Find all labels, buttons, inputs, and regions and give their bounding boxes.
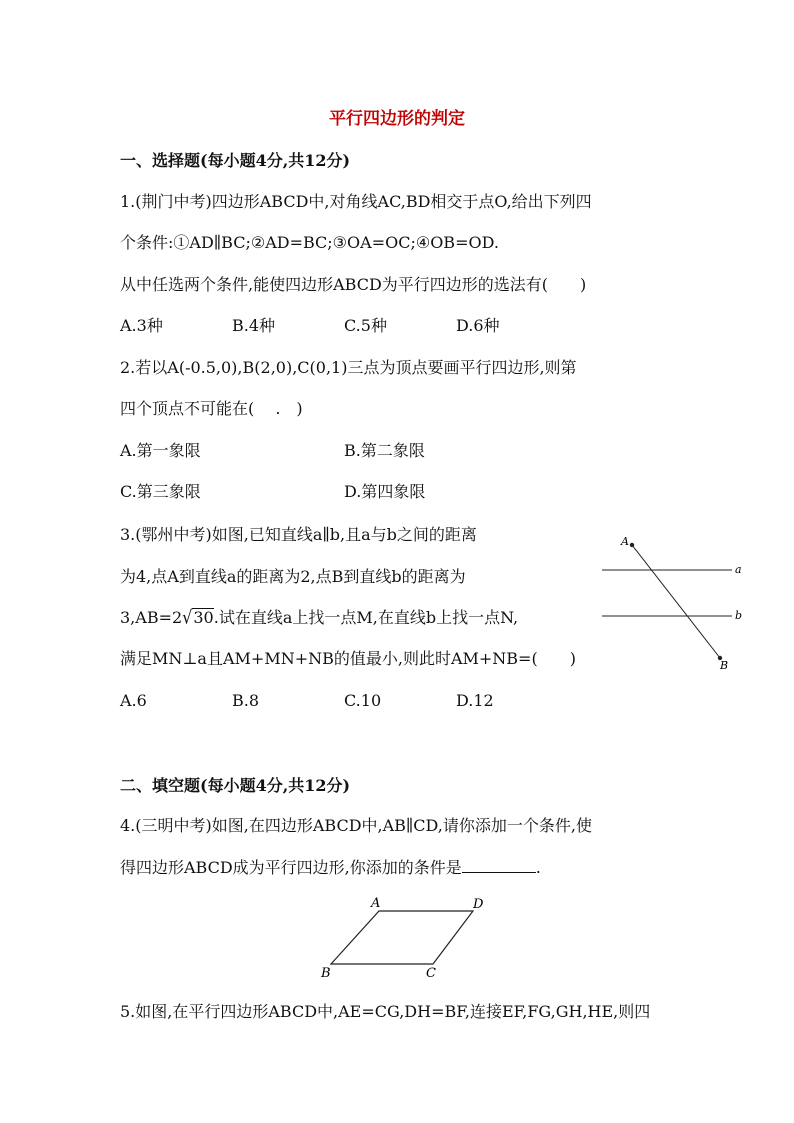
question-1-line-3: 从中任选两个条件,能使四边形ABCD为平行四边形的选法有( ) <box>120 275 587 294</box>
question-2-line-1: 2.若以A(-0.5,0),B(2,0),C(0,1)三点为顶点要画平行四边形,则第 <box>120 358 577 377</box>
line-a-label: a <box>735 563 742 576</box>
question-3-line-1: 3.(鄂州中考)如图,已知直线a∥b,且a与b之间的距离 <box>120 525 477 544</box>
question-1-option-b: B.4种 <box>232 316 276 335</box>
question-1-option-d: D.6种 <box>456 316 500 335</box>
figure-quadrilateral <box>315 890 500 982</box>
question-1-line-1: 1.(荆门中考)四边形ABCD中,对角线AC,BD相交于点O,给出下列四 <box>120 192 592 211</box>
page-title: 平行四边形的判定 <box>329 109 465 129</box>
question-3-line-3-suffix: .试在直线a上找一点M,在直线b上找一点N, <box>213 608 519 627</box>
section-heading-choice: 一、选择题(每小题4分,共12分) <box>120 151 351 170</box>
segment-ab <box>632 545 720 658</box>
question-2-option-b: B.第二象限 <box>344 441 425 460</box>
question-2-option-c: C.第三象限 <box>120 482 201 501</box>
question-2-option-d: D.第四象限 <box>344 482 426 501</box>
question-4-line-1: 4.(三明中考)如图,在四边形ABCD中,AB∥CD,请你添加一个条件,使 <box>120 816 592 835</box>
question-1-line-2: 个条件:①AD∥BC;②AD=BC;③OA=OC;④OB=OD. <box>120 233 499 252</box>
answer-blank[interactable] <box>462 858 536 873</box>
question-5-line-1: 5.如图,在平行四边形ABCD中,AE=CG,DH=BF,连接EF,FG,GH,HE,则四 <box>120 1002 651 1021</box>
question-3-option-c: C.10 <box>344 691 382 710</box>
question-2-line-2: 四个顶点不可能在( . ) <box>120 399 303 418</box>
question-1-option-a: A.3种 <box>120 316 163 335</box>
question-4-line-2-end: . <box>535 858 541 877</box>
question-3-line-2: 为4,点A到直线a的距离为2,点B到直线b的距离为 <box>120 567 466 586</box>
vertex-a-label: A <box>371 896 381 911</box>
question-3-option-a: A.6 <box>120 691 147 710</box>
line-b-label: b <box>735 609 743 622</box>
vertex-d-label: D <box>473 897 484 912</box>
point-b-label: B <box>720 659 729 672</box>
point-a-label: A <box>621 535 629 548</box>
figure-parallel-lines <box>590 530 760 675</box>
sqrt-sign: √ <box>182 606 193 629</box>
question-4-line-2-text: 得四边形ABCD成为平行四边形,你添加的条件是 <box>120 858 462 877</box>
question-2-option-a: A.第一象限 <box>120 441 201 460</box>
question-4-line-2 <box>120 857 541 879</box>
quadrilateral-abcd <box>331 911 473 964</box>
section-heading-fill: 二、填空题(每小题4分,共12分) <box>120 776 351 795</box>
vertex-c-label: C <box>426 966 436 981</box>
point-a-dot <box>630 543 634 547</box>
question-3-line-3-prefix: 3,AB=2 <box>120 608 183 627</box>
question-3-option-d: D.12 <box>456 691 494 710</box>
question-3-option-b: B.8 <box>232 691 260 710</box>
question-1-option-c: C.5种 <box>344 316 387 335</box>
vertex-b-label: B <box>321 966 331 981</box>
question-3-line-3 <box>120 607 518 629</box>
question-3-line-4: 满足MN⊥a且AM+MN+NB的值最小,则此时AM+NB=( ) <box>120 649 576 668</box>
sqrt-radicand: 30 <box>193 608 214 627</box>
